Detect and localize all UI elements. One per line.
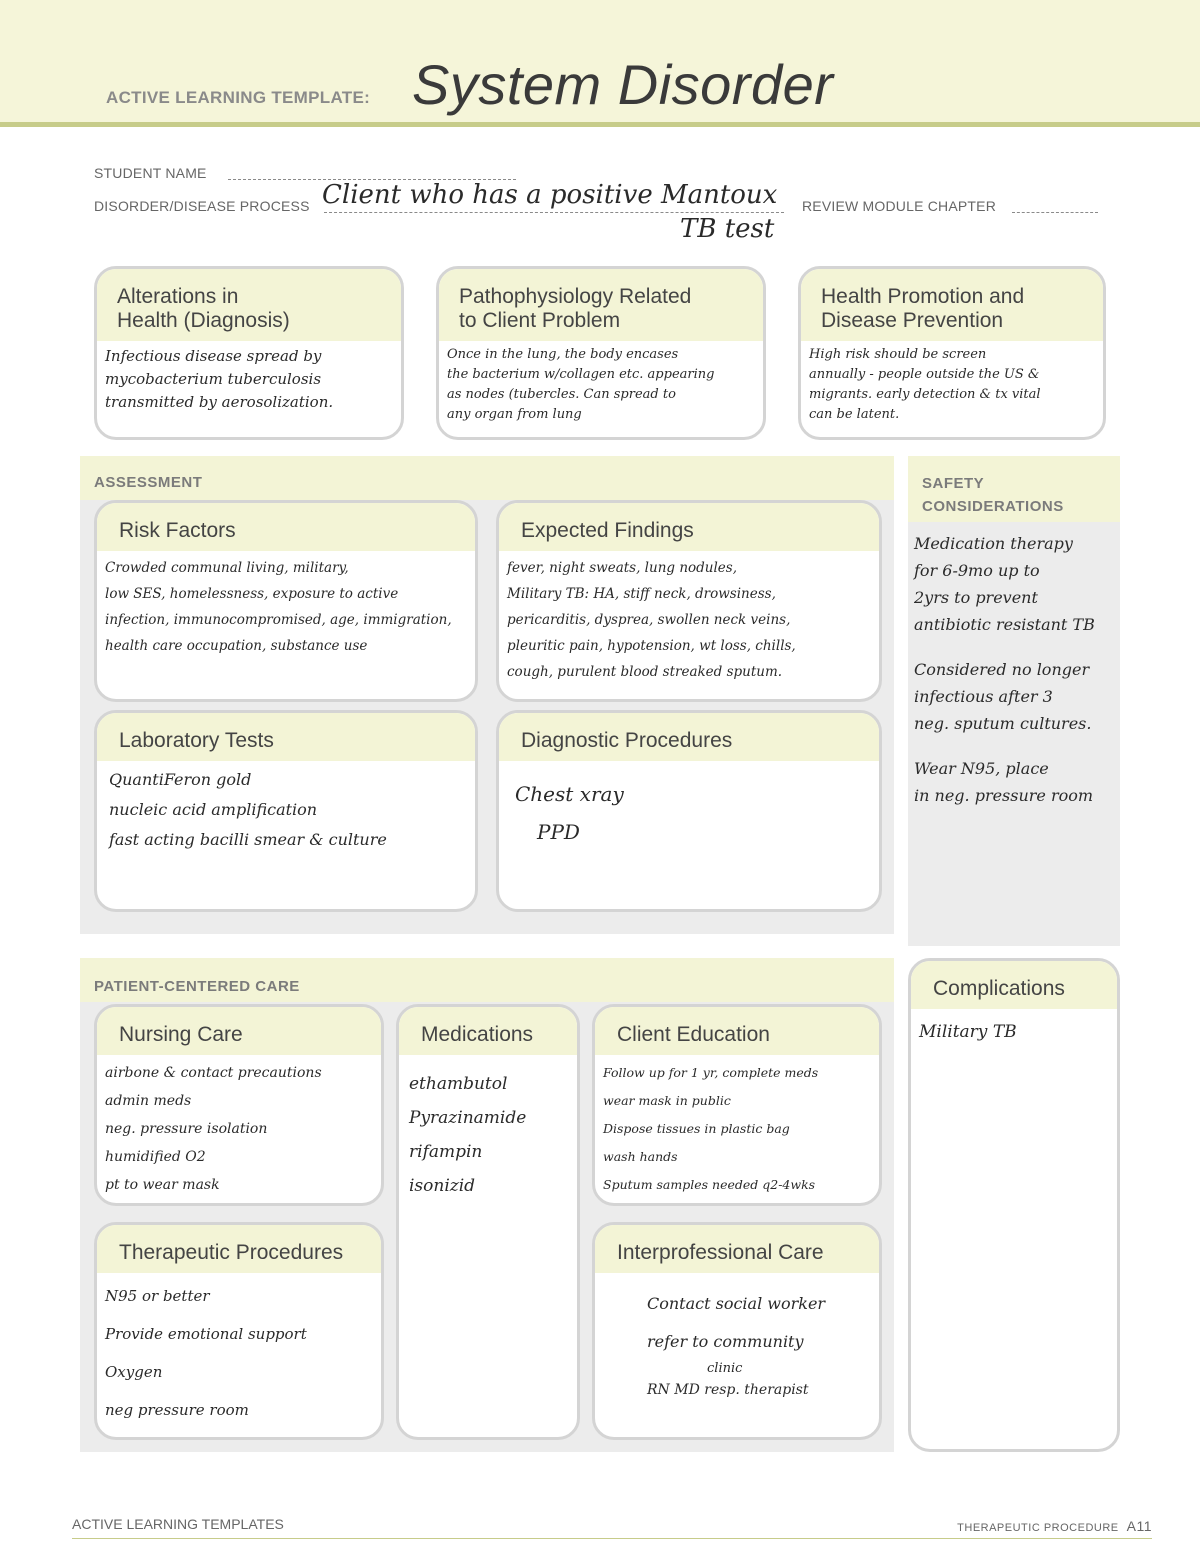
therapeutic-procedures-line: N95 or better	[105, 1287, 210, 1305]
alterations-header	[97, 269, 401, 341]
header-rule	[0, 122, 1200, 127]
therapeutic-procedures-line: neg pressure room	[105, 1401, 249, 1419]
safety-line: Medication therapy	[914, 534, 1073, 553]
complications-content	[911, 1009, 1117, 1047]
interprofessional-care-content	[595, 1273, 879, 1403]
diagnostic-procedures-header	[499, 713, 879, 761]
alterations-line: transmitted by aerosolization.	[105, 393, 334, 411]
safety-label-line1: SAFETY	[922, 475, 985, 492]
interprofessional-care-line: Contact social worker	[647, 1294, 826, 1313]
medications-line: ethambutol	[409, 1074, 508, 1094]
complications-title: Complications	[933, 977, 1065, 1000]
interprofessional-care-header	[595, 1225, 879, 1273]
laboratory-tests-content	[97, 761, 475, 855]
expected-findings-line: Military TB: HA, stiff neck, drowsiness,	[507, 586, 776, 602]
risk-factors-content	[97, 551, 475, 659]
expected-findings-title: Expected Findings	[521, 519, 694, 542]
nursing-care-box	[94, 1004, 384, 1206]
safety-content	[914, 530, 1118, 809]
disorder-value-line2: TB test	[680, 214, 775, 244]
footer-right	[957, 1518, 1152, 1534]
safety-line: in neg. pressure room	[914, 786, 1094, 805]
expected-findings-box	[496, 500, 882, 702]
pathophysiology-line: any organ from lung	[447, 407, 582, 422]
laboratory-tests-header	[97, 713, 475, 761]
disorder-field[interactable]	[324, 211, 784, 213]
alterations-line: Infectious disease spread by	[105, 347, 322, 365]
nursing-care-line: airbone & contact precautions	[105, 1065, 322, 1081]
nursing-care-header	[97, 1007, 381, 1055]
safety-label-line2: CONSIDERATIONS	[922, 498, 1064, 515]
footer-page-number: A11	[1126, 1518, 1152, 1534]
pathophysiology-content	[439, 341, 763, 425]
risk-factors-line: Crowded communal living, military,	[105, 560, 349, 576]
risk-factors-header	[97, 503, 475, 551]
interprofessional-care-line: refer to community	[647, 1332, 804, 1351]
medications-line: Pyrazinamide	[409, 1108, 527, 1128]
pathophysiology-header	[439, 269, 763, 341]
alterations-content	[97, 341, 401, 414]
alterations-title-line2: Health (Diagnosis)	[117, 309, 290, 332]
expected-findings-line: cough, purulent blood streaked sputum.	[507, 664, 783, 680]
diagnostic-procedures-line: PPD	[537, 820, 580, 844]
medications-header	[399, 1007, 577, 1055]
disorder-value-line1: Client who has a positive Mantoux	[322, 180, 778, 210]
health-promotion-box	[798, 266, 1106, 440]
medications-line: isonizid	[409, 1176, 476, 1196]
client-education-line: wear mask in public	[603, 1093, 731, 1108]
risk-factors-line: health care occupation, substance use	[105, 638, 368, 654]
safety-line: infectious after 3	[914, 687, 1053, 706]
therapeutic-procedures-line: Oxygen	[105, 1363, 163, 1381]
complications-header	[911, 961, 1117, 1009]
therapeutic-procedures-line: Provide emotional support	[105, 1325, 307, 1343]
risk-factors-line: low SES, homelessness, exposure to active	[105, 586, 399, 602]
health-promotion-content	[801, 341, 1103, 425]
laboratory-tests-line: fast acting bacilli smear & culture	[109, 830, 387, 849]
safety-spacer	[914, 737, 1118, 755]
nursing-care-line: neg. pressure isolation	[105, 1121, 268, 1137]
diagnostic-procedures-box	[496, 710, 882, 912]
therapeutic-procedures-content	[97, 1273, 381, 1429]
interprofessional-care-title: Interprofessional Care	[617, 1241, 824, 1264]
disorder-label: DISORDER/DISEASE PROCESS	[94, 198, 310, 214]
medications-title: Medications	[421, 1023, 534, 1046]
pathophysiology-line: as nodes (tubercles. Can spread to	[447, 387, 676, 402]
nursing-care-content	[97, 1055, 381, 1199]
therapeutic-procedures-title: Therapeutic Procedures	[119, 1241, 344, 1264]
risk-factors-title: Risk Factors	[119, 519, 236, 542]
health-promotion-title-line2: Disease Prevention	[821, 309, 1004, 332]
safety-line: antibiotic resistant TB	[914, 615, 1095, 634]
expected-findings-line: pleuritic pain, hypotension, wt loss, chills,	[507, 638, 796, 654]
laboratory-tests-title: Laboratory Tests	[119, 729, 274, 752]
safety-line: Wear N95, place	[914, 759, 1049, 778]
footer-left: ACTIVE LEARNING TEMPLATES	[72, 1516, 284, 1532]
health-promotion-line: High risk should be screen	[809, 347, 987, 362]
client-education-line: Dispose tissues in plastic bag	[603, 1121, 790, 1136]
laboratory-tests-box	[94, 710, 478, 912]
client-education-title: Client Education	[617, 1023, 770, 1046]
client-education-line: Follow up for 1 yr, complete meds	[603, 1065, 819, 1080]
safety-line: 2yrs to prevent	[914, 588, 1038, 607]
alterations-box	[94, 266, 404, 440]
pathophysiology-line: the bacterium w/collagen etc. appearing	[447, 367, 715, 382]
nursing-care-line: pt to wear mask	[105, 1177, 220, 1193]
health-promotion-line: can be latent.	[809, 407, 900, 422]
health-promotion-line: migrants. early detection & tx vital	[809, 387, 1041, 402]
health-promotion-title-line1: Health Promotion and	[821, 285, 1025, 308]
safety-line: neg. sputum cultures.	[914, 714, 1092, 733]
client-education-line: Sputum samples needed q2-4wks	[603, 1177, 816, 1192]
client-education-box	[592, 1004, 882, 1206]
complications-box	[908, 958, 1120, 1452]
safety-label	[922, 472, 1064, 518]
nursing-care-line: admin meds	[105, 1093, 192, 1109]
risk-factors-line: infection, immunocompromised, age, immigration,	[105, 612, 452, 628]
medications-content	[399, 1055, 577, 1203]
health-promotion-line: annually - people outside the US &	[809, 367, 1040, 382]
diagnostic-procedures-content	[499, 761, 879, 851]
expected-findings-header	[499, 503, 879, 551]
diagnostic-procedures-title: Diagnostic Procedures	[521, 729, 733, 752]
alterations-title-line1: Alterations in	[117, 285, 239, 308]
risk-factors-box	[94, 500, 478, 702]
pathophysiology-line: Once in the lung, the body encases	[447, 347, 679, 362]
template-title: System Disorder	[412, 53, 834, 116]
client-education-header	[595, 1007, 879, 1055]
health-promotion-header	[801, 269, 1103, 341]
interprofessional-care-line: clinic	[707, 1361, 743, 1376]
expected-findings-line: fever, night sweats, lung nodules,	[507, 560, 738, 576]
expected-findings-content	[499, 551, 879, 685]
medications-line: rifampin	[409, 1142, 483, 1162]
safety-line: for 6-9mo up to	[914, 561, 1040, 580]
safety-line: Considered no longer	[914, 660, 1090, 679]
therapeutic-procedures-box	[94, 1222, 384, 1440]
medications-box	[396, 1004, 580, 1440]
alterations-line: mycobacterium tuberculosis	[105, 370, 322, 388]
student-name-label: STUDENT NAME	[94, 165, 207, 181]
footer-rule	[72, 1538, 1152, 1539]
review-module-label: REVIEW MODULE CHAPTER	[802, 198, 996, 214]
client-education-content	[595, 1055, 879, 1199]
therapeutic-procedures-header	[97, 1225, 381, 1273]
pathophysiology-title-line2: to Client Problem	[459, 309, 621, 332]
nursing-care-title: Nursing Care	[119, 1023, 243, 1046]
nursing-care-line: humidified O2	[105, 1149, 206, 1165]
client-education-line: wash hands	[603, 1149, 678, 1164]
interprofessional-care-box	[592, 1222, 882, 1440]
expected-findings-line: pericarditis, dysprea, swollen neck veins,	[507, 612, 791, 628]
assessment-label: ASSESSMENT	[94, 474, 203, 491]
interprofessional-care-line: RN MD resp. therapist	[647, 1382, 809, 1398]
pathophysiology-box	[436, 266, 766, 440]
template-label: ACTIVE LEARNING TEMPLATE:	[106, 88, 371, 107]
pathophysiology-title-line1: Pathophysiology Related	[459, 285, 692, 308]
footer-section: THERAPEUTIC PROCEDURE	[957, 1522, 1119, 1534]
patient-centered-care-label: PATIENT-CENTERED CARE	[94, 978, 300, 995]
laboratory-tests-line: QuantiFeron gold	[109, 770, 252, 789]
review-module-field[interactable]	[1012, 211, 1098, 213]
safety-spacer	[914, 638, 1118, 656]
diagnostic-procedures-line: Chest xray	[515, 782, 624, 806]
complications-line: Military TB	[919, 1022, 1017, 1042]
laboratory-tests-line: nucleic acid amplification	[109, 800, 318, 819]
